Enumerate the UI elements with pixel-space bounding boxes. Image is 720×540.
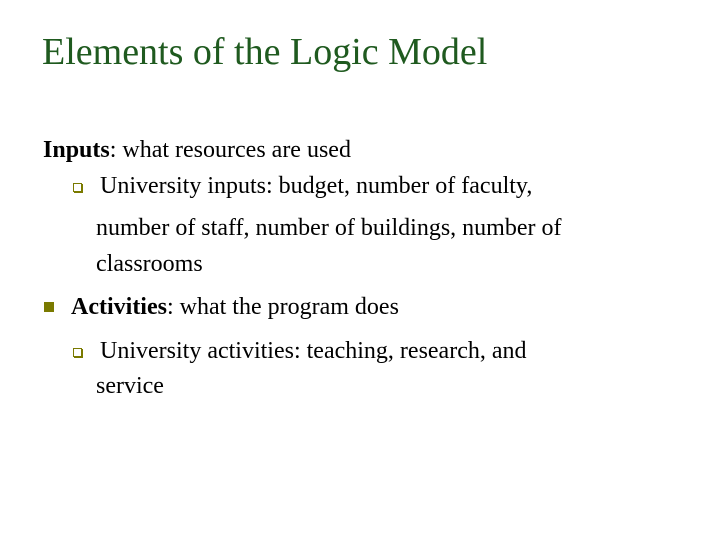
sub-item-inputs-line-2: number of staff, number of buildings, number of (96, 215, 562, 241)
term-inputs: Inputs (43, 137, 110, 163)
bullet-item-activities (71, 289, 399, 325)
sub-bullet-icon (73, 348, 82, 357)
description-activities: : what the program does (166, 294, 399, 320)
bullet-item-inputs (43, 132, 351, 168)
sub-item-activities-line-2: service (96, 373, 164, 399)
sub-item-inputs-line-1: University inputs: budget, number of faculty, (100, 173, 533, 199)
term-activities: Activities (71, 294, 167, 320)
sub-item-inputs-line-3: classrooms (96, 251, 203, 277)
square-bullet-icon (44, 302, 54, 312)
slide-title: Elements of the Logic Model (42, 31, 488, 73)
sub-item-activities-line-1: University activities: teaching, research, and (100, 338, 527, 364)
sub-bullet-icon (73, 183, 82, 192)
description-inputs: : what resources are used (109, 137, 351, 163)
